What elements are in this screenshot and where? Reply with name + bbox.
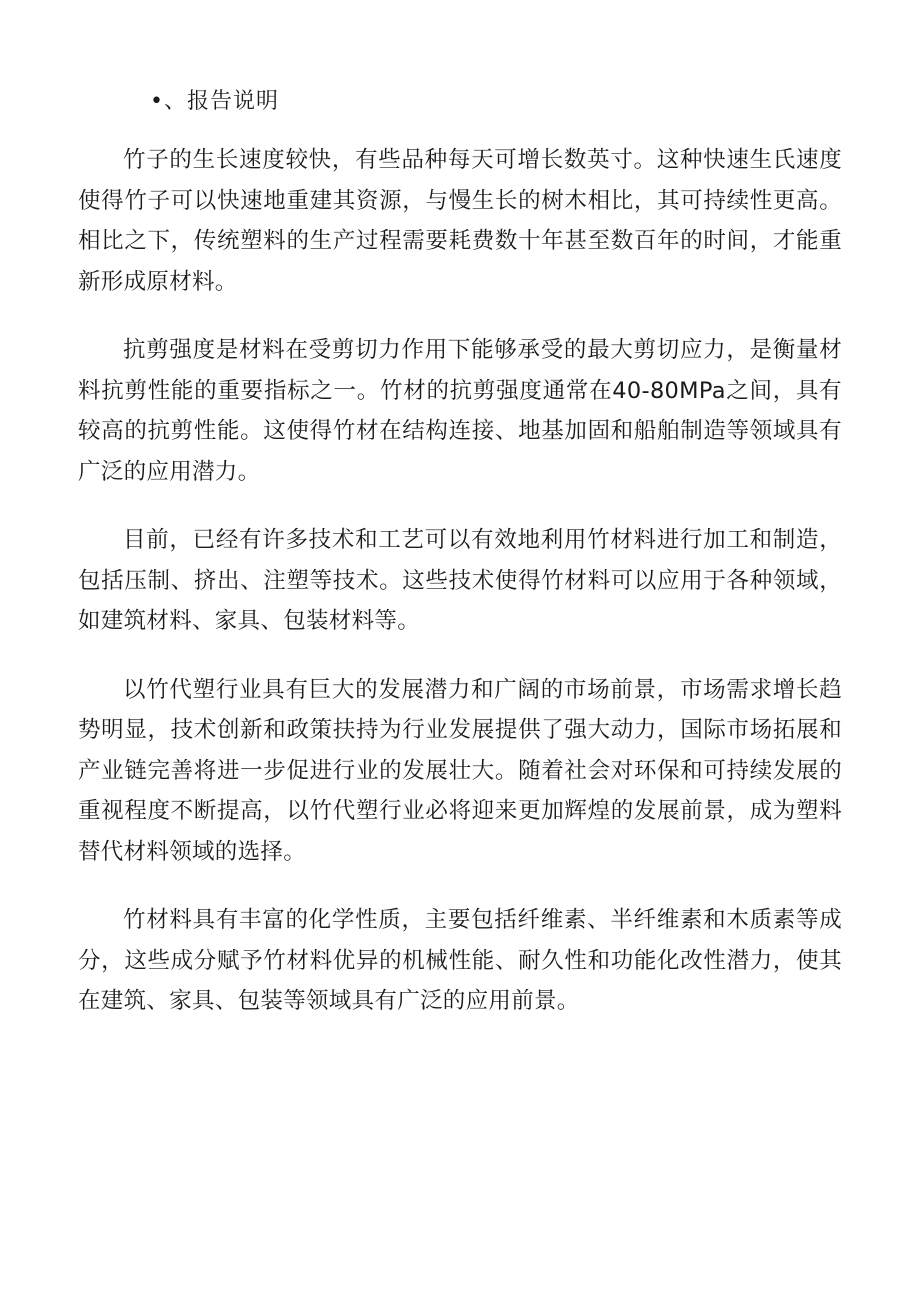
- paragraph-bamboo-growth: 竹子的生长速度较快，有些品种每天可增长数英寸。这种快速生氏速度使得竹子可以快速地重建其资源，与慢生长的树木相比，其可持续性更高。相比之下，传统塑料的生产过程需要耗费数十年甚至数百年的时间，才能重新形成原材料。: [78, 147, 842, 295]
- document-body: [78, 140, 842, 1050]
- paragraph-processing-techniques: 目前，已经有许多技术和工艺可以有效地利用竹材料进行加工和制造，包括压制、挤出、注塑等技术。这些技术使得竹材料可以应用于各种领域，如建筑材料、家具、包装材料等。: [78, 527, 842, 634]
- paragraph-chemical-properties: 竹材料具有丰富的化学性质，主要包括纤维素、半纤维素和木质素等成分，这些成分赋予竹材料优异的机械性能、耐久性和功能化改性潜力，使其在建筑、家具、包装等领域具有广泛的应用前景。: [78, 907, 842, 1014]
- paragraph-shear-strength: 抗剪强度是材料在受剪切力作用下能够承受的最大剪切应力，是衡量材料抗剪性能的重要指标之一。竹材的抗剪强度通常在40-80MPa之间，具有较高的抗剪性能。这使得竹材在结构连接、地基加固和船舶制造等领域具有广泛的应用潜力。: [78, 337, 842, 485]
- section-heading: •、报告说明: [150, 89, 279, 114]
- paragraph-market-outlook: 以竹代塑行业具有巨大的发展潜力和广阔的市场前景，市场需求增长趋势明显，技术创新和政策扶持为行业发展提供了强大动力，国际市场拓展和产业链完善将进一步促进行业的发展壮大。随着社会对环保和可持续发展的重视程度不断提高，以竹代塑行业必将迎来更加辉煌的发展前景，成为塑料替代材料领域的选择。: [78, 676, 842, 865]
